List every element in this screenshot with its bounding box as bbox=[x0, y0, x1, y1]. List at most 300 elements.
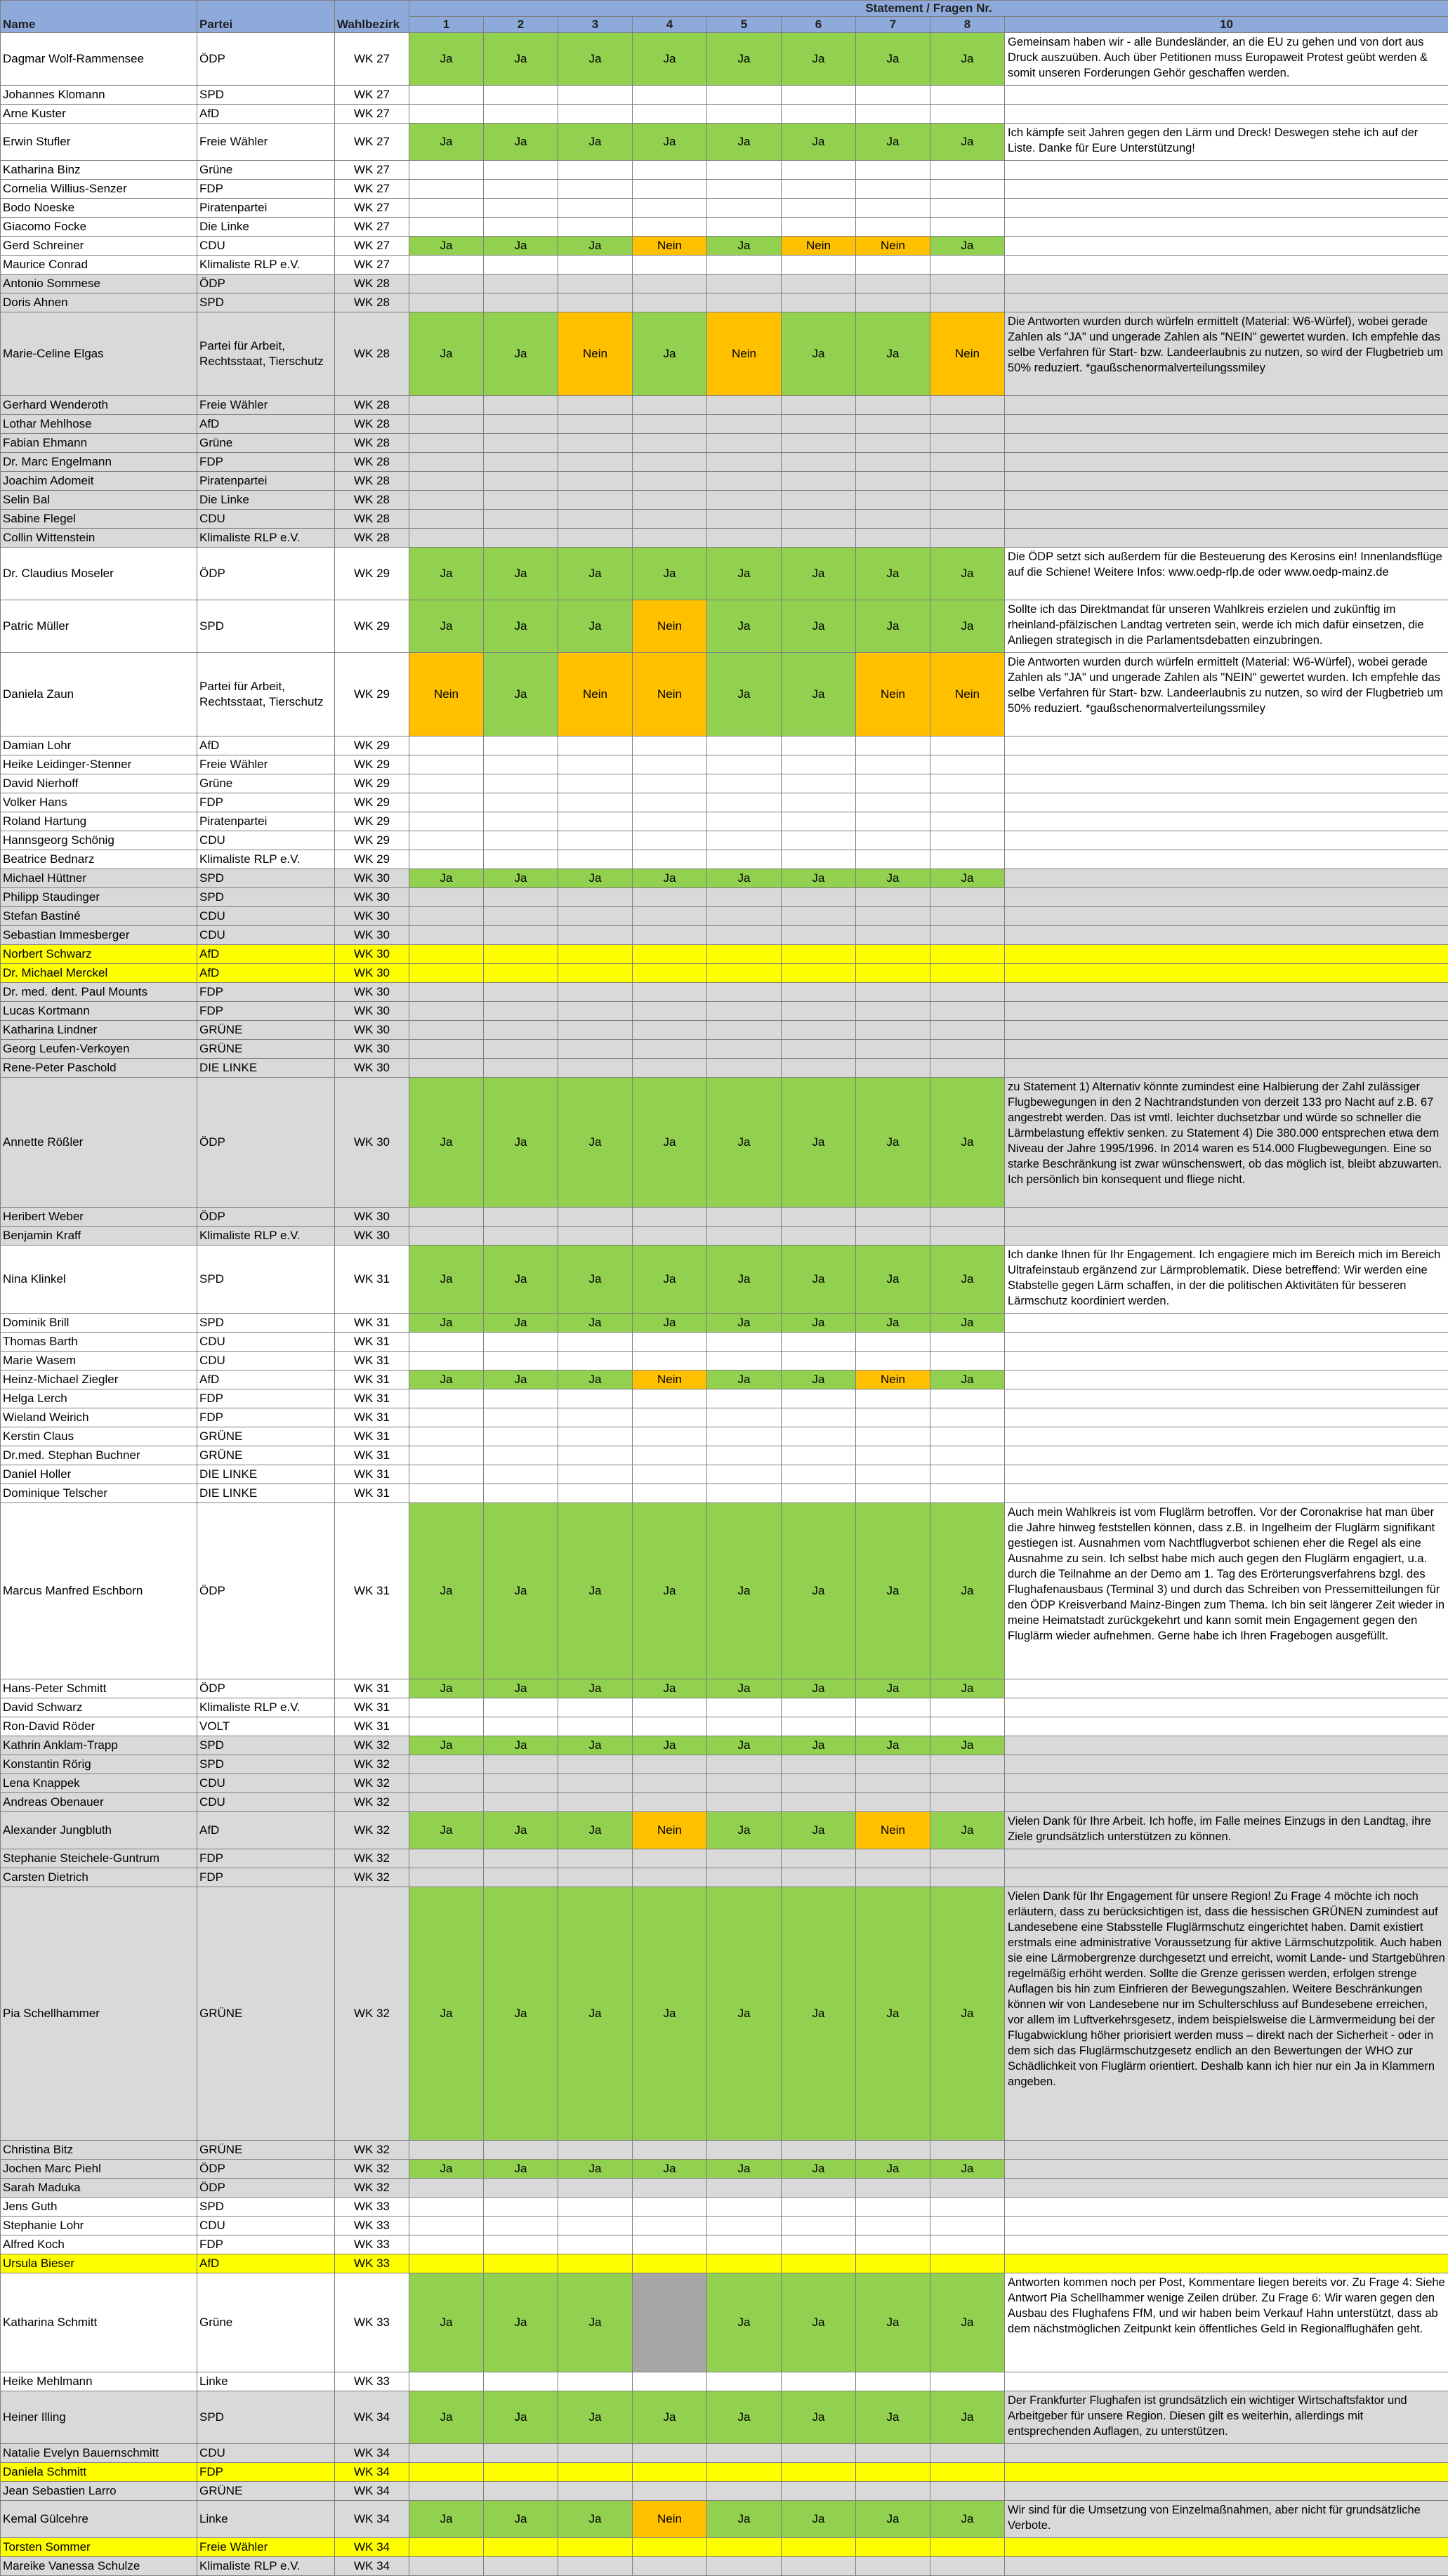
candidate-name: Mareike Vanessa Schulze bbox=[1, 2557, 197, 2576]
answer-q8 bbox=[930, 2198, 1005, 2217]
district: WK 27 bbox=[335, 161, 409, 180]
district: WK 32 bbox=[335, 2141, 409, 2160]
answer-q4 bbox=[633, 1774, 707, 1793]
answer-q6 bbox=[782, 2538, 856, 2557]
table-row bbox=[1, 1002, 1448, 1021]
table-row bbox=[1, 1078, 1448, 1208]
party-name: SPD bbox=[197, 293, 335, 312]
answer-q6 bbox=[782, 2482, 856, 2501]
answer-q3 bbox=[558, 105, 633, 124]
answer-q4: Ja bbox=[633, 2391, 707, 2444]
comment: zu Statement 1) Alternativ könnte zumindest eine Halbierung der Zahl zulässiger Flugbewegungen in den 2 Nachtrandstunden von derzeit 133 pro Nacht auf z.B. 67 angestrebt werden. Das ist vmtl. leichter duchsetzbar und würde so schneller die Lärmbelastung effektiv senken. zu Statement 4) Die 380.000 entsprechen etwa dem Niveau der Jahre 1995/1996. In 2014 waren es 514.000 Flugbewegungen. Eine so starke Beschränkung ist zwar wünschenswert, ob das möglich ist, bleibt abzuwarten. Ich persönlich bin konsequent und fliege nicht. bbox=[1005, 1078, 1448, 1208]
party-name: GRÜNE bbox=[197, 1446, 335, 1465]
district: WK 32 bbox=[335, 1812, 409, 1849]
answer-q5 bbox=[707, 1868, 782, 1887]
party-name: ÖDP bbox=[197, 548, 335, 600]
answer-q8 bbox=[930, 1408, 1005, 1427]
table-row bbox=[1, 831, 1448, 850]
district: WK 31 bbox=[335, 1465, 409, 1484]
answer-q8 bbox=[930, 396, 1005, 415]
answer-q1 bbox=[409, 1465, 484, 1484]
answer-q3 bbox=[558, 491, 633, 510]
comment bbox=[1005, 293, 1448, 312]
answer-q1 bbox=[409, 1484, 484, 1503]
answer-q5: Ja bbox=[707, 869, 782, 888]
answer-q5 bbox=[707, 2141, 782, 2160]
table-row bbox=[1, 755, 1448, 774]
table-row bbox=[1, 869, 1448, 888]
answer-q5 bbox=[707, 1040, 782, 1059]
party-name: CDU bbox=[197, 1793, 335, 1812]
header-q4: 4 bbox=[633, 17, 707, 33]
candidate-name: Dr. med. dent. Paul Mounts bbox=[1, 983, 197, 1002]
answer-q5 bbox=[707, 926, 782, 945]
answer-q5 bbox=[707, 2538, 782, 2557]
answer-q4 bbox=[633, 1446, 707, 1465]
party-name: Grüne bbox=[197, 2273, 335, 2372]
answer-q4 bbox=[633, 86, 707, 105]
answer-q1: Ja bbox=[409, 869, 484, 888]
party-name: SPD bbox=[197, 1736, 335, 1755]
answer-q1: Ja bbox=[409, 1887, 484, 2141]
answer-q6 bbox=[782, 1040, 856, 1059]
answer-q2 bbox=[484, 983, 558, 1002]
table-row bbox=[1, 1040, 1448, 1059]
answer-q7: Ja bbox=[856, 2501, 930, 2538]
answer-q5 bbox=[707, 888, 782, 907]
answer-q1 bbox=[409, 1002, 484, 1021]
answer-q3: Ja bbox=[558, 1078, 633, 1208]
table-row bbox=[1, 653, 1448, 737]
answer-q3 bbox=[558, 1040, 633, 1059]
comment bbox=[1005, 2444, 1448, 2463]
answer-q7 bbox=[856, 105, 930, 124]
answer-q3: Ja bbox=[558, 548, 633, 600]
district: WK 27 bbox=[335, 218, 409, 237]
answer-q4: Nein bbox=[633, 1812, 707, 1849]
party-name: FDP bbox=[197, 1408, 335, 1427]
answer-q1 bbox=[409, 1040, 484, 1059]
answer-q1 bbox=[409, 2557, 484, 2576]
party-name: CDU bbox=[197, 831, 335, 850]
answer-q7 bbox=[856, 1446, 930, 1465]
table-row bbox=[1, 510, 1448, 529]
comment bbox=[1005, 1021, 1448, 1040]
answer-q2 bbox=[484, 180, 558, 199]
party-name: Klimaliste RLP e.V. bbox=[197, 850, 335, 869]
answer-q5 bbox=[707, 1389, 782, 1408]
answer-q2: Ja bbox=[484, 653, 558, 737]
answer-q4 bbox=[633, 1793, 707, 1812]
answer-q5: Ja bbox=[707, 1812, 782, 1849]
comment bbox=[1005, 1849, 1448, 1868]
answer-q1: Ja bbox=[409, 2501, 484, 2538]
answer-q3 bbox=[558, 2141, 633, 2160]
answer-q5 bbox=[707, 1059, 782, 1078]
comment bbox=[1005, 1484, 1448, 1503]
district: WK 33 bbox=[335, 2235, 409, 2254]
answer-q5 bbox=[707, 434, 782, 453]
candidate-name: Nina Klinkel bbox=[1, 1246, 197, 1314]
answer-q3 bbox=[558, 1446, 633, 1465]
header-question-group: Statement / Fragen Nr. bbox=[409, 1, 1448, 17]
answer-q7 bbox=[856, 888, 930, 907]
comment bbox=[1005, 199, 1448, 218]
answer-q4 bbox=[633, 2557, 707, 2576]
comment bbox=[1005, 218, 1448, 237]
answer-q7 bbox=[856, 491, 930, 510]
answer-q3 bbox=[558, 1465, 633, 1484]
table-row bbox=[1, 199, 1448, 218]
district: WK 34 bbox=[335, 2557, 409, 2576]
comment bbox=[1005, 1427, 1448, 1446]
answer-q2 bbox=[484, 199, 558, 218]
answer-q3: Nein bbox=[558, 312, 633, 396]
district: WK 27 bbox=[335, 33, 409, 86]
district: WK 34 bbox=[335, 2391, 409, 2444]
answer-q8: Ja bbox=[930, 869, 1005, 888]
answer-q4: Nein bbox=[633, 2501, 707, 2538]
table-row bbox=[1, 161, 1448, 180]
party-name: CDU bbox=[197, 510, 335, 529]
table-row bbox=[1, 1868, 1448, 1887]
answer-q1 bbox=[409, 1021, 484, 1040]
answer-q4 bbox=[633, 1465, 707, 1484]
answer-q8 bbox=[930, 1389, 1005, 1408]
answer-q5 bbox=[707, 1465, 782, 1484]
answer-q2 bbox=[484, 161, 558, 180]
answer-q7 bbox=[856, 510, 930, 529]
answer-q2 bbox=[484, 812, 558, 831]
district: WK 27 bbox=[335, 199, 409, 218]
answer-q6 bbox=[782, 926, 856, 945]
candidate-name: Heinz-Michael Ziegler bbox=[1, 1370, 197, 1389]
table-row bbox=[1, 1484, 1448, 1503]
district: WK 29 bbox=[335, 653, 409, 737]
candidate-name: Fabian Ehmann bbox=[1, 434, 197, 453]
answer-q7 bbox=[856, 2217, 930, 2235]
table-row bbox=[1, 2557, 1448, 2576]
answer-q5 bbox=[707, 1227, 782, 1246]
answer-q6 bbox=[782, 1408, 856, 1427]
district: WK 31 bbox=[335, 1333, 409, 1352]
district: WK 30 bbox=[335, 1059, 409, 1078]
answer-q4: Ja bbox=[633, 548, 707, 600]
answer-q1 bbox=[409, 1849, 484, 1868]
comment bbox=[1005, 1040, 1448, 1059]
answer-q3: Ja bbox=[558, 1503, 633, 1679]
table-row bbox=[1, 737, 1448, 755]
party-name: SPD bbox=[197, 2391, 335, 2444]
answer-q8 bbox=[930, 1849, 1005, 1868]
answer-q7 bbox=[856, 1389, 930, 1408]
table-row bbox=[1, 293, 1448, 312]
answer-q1 bbox=[409, 964, 484, 983]
candidate-name: Daniel Holler bbox=[1, 1465, 197, 1484]
answer-q8 bbox=[930, 199, 1005, 218]
answer-q2 bbox=[484, 1333, 558, 1352]
candidate-name: Konstantin Rörig bbox=[1, 1755, 197, 1774]
answer-q8 bbox=[930, 1755, 1005, 1774]
district: WK 28 bbox=[335, 491, 409, 510]
answer-q5 bbox=[707, 2463, 782, 2482]
district: WK 30 bbox=[335, 983, 409, 1002]
comment bbox=[1005, 105, 1448, 124]
party-name: Klimaliste RLP e.V. bbox=[197, 1227, 335, 1246]
answer-q6 bbox=[782, 1059, 856, 1078]
district: WK 29 bbox=[335, 600, 409, 653]
party-name: Klimaliste RLP e.V. bbox=[197, 256, 335, 275]
answer-q2 bbox=[484, 907, 558, 926]
table-row bbox=[1, 2501, 1448, 2538]
answer-q4: Ja bbox=[633, 1078, 707, 1208]
answer-q4: Ja bbox=[633, 124, 707, 161]
answer-q1 bbox=[409, 180, 484, 199]
answer-q1 bbox=[409, 2179, 484, 2198]
answer-q2 bbox=[484, 491, 558, 510]
answer-q5: Ja bbox=[707, 1078, 782, 1208]
answer-q6: Ja bbox=[782, 600, 856, 653]
comment bbox=[1005, 1227, 1448, 1246]
district: WK 28 bbox=[335, 275, 409, 293]
candidate-name: Dr.med. Stephan Buchner bbox=[1, 1446, 197, 1465]
candidate-name: Daniela Zaun bbox=[1, 653, 197, 737]
header-q3: 3 bbox=[558, 17, 633, 33]
answer-q1: Ja bbox=[409, 1736, 484, 1755]
district: WK 31 bbox=[335, 1717, 409, 1736]
answer-q5 bbox=[707, 1352, 782, 1370]
answer-q6 bbox=[782, 945, 856, 964]
answer-q2: Ja bbox=[484, 1812, 558, 1849]
district: WK 28 bbox=[335, 453, 409, 472]
party-name: Grüne bbox=[197, 774, 335, 793]
answer-q5 bbox=[707, 1484, 782, 1503]
answer-q2 bbox=[484, 105, 558, 124]
answer-q8 bbox=[930, 491, 1005, 510]
table-row bbox=[1, 2254, 1448, 2273]
answer-q2 bbox=[484, 1002, 558, 1021]
candidate-name: Lothar Mehlhose bbox=[1, 415, 197, 434]
district: WK 32 bbox=[335, 1887, 409, 2141]
party-name: FDP bbox=[197, 453, 335, 472]
answer-q7 bbox=[856, 1465, 930, 1484]
answer-q7 bbox=[856, 1002, 930, 1021]
district: WK 30 bbox=[335, 907, 409, 926]
answer-q5 bbox=[707, 199, 782, 218]
table-row bbox=[1, 2235, 1448, 2254]
answer-q2: Ja bbox=[484, 2501, 558, 2538]
answer-q4: Nein bbox=[633, 1370, 707, 1389]
answer-q5 bbox=[707, 180, 782, 199]
answer-q2 bbox=[484, 472, 558, 491]
candidate-name: Jean Sebastien Larro bbox=[1, 2482, 197, 2501]
answer-q8 bbox=[930, 1002, 1005, 1021]
candidate-name: Beatrice Bednarz bbox=[1, 850, 197, 869]
answer-q2 bbox=[484, 2482, 558, 2501]
answer-q7 bbox=[856, 1227, 930, 1246]
comment: Sollte ich das Direktmandat für unseren Wahlkreis erzielen und zukünftig im rheinland-pfälzischen Landtag vertreten sein, werde ich mich dafür einsetzen, die Anliegen strategisch in die Parlamentsdebatten einzubringen. bbox=[1005, 600, 1448, 653]
answer-q1 bbox=[409, 2463, 484, 2482]
comment bbox=[1005, 964, 1448, 983]
candidate-name: Doris Ahnen bbox=[1, 293, 197, 312]
district: WK 31 bbox=[335, 1370, 409, 1389]
comment bbox=[1005, 1755, 1448, 1774]
party-name: ÖDP bbox=[197, 1679, 335, 1698]
candidate-name: Selin Bal bbox=[1, 491, 197, 510]
district: WK 29 bbox=[335, 737, 409, 755]
party-name: Grüne bbox=[197, 161, 335, 180]
party-name: ÖDP bbox=[197, 1503, 335, 1679]
answer-q1 bbox=[409, 2482, 484, 2501]
candidate-name: Hans-Peter Schmitt bbox=[1, 1679, 197, 1698]
comment bbox=[1005, 831, 1448, 850]
table-row bbox=[1, 256, 1448, 275]
answer-q5 bbox=[707, 2372, 782, 2391]
table-row bbox=[1, 2160, 1448, 2179]
answer-q5 bbox=[707, 831, 782, 850]
table-row bbox=[1, 1446, 1448, 1465]
answer-q2 bbox=[484, 2179, 558, 2198]
answer-q3 bbox=[558, 983, 633, 1002]
answer-q8: Ja bbox=[930, 33, 1005, 86]
answer-q3 bbox=[558, 1793, 633, 1812]
answer-q1: Ja bbox=[409, 237, 484, 256]
answer-q2 bbox=[484, 510, 558, 529]
table-row bbox=[1, 888, 1448, 907]
answer-q8: Ja bbox=[930, 1314, 1005, 1333]
answer-q8 bbox=[930, 1465, 1005, 1484]
answer-q8 bbox=[930, 888, 1005, 907]
comment bbox=[1005, 1059, 1448, 1078]
answer-q1 bbox=[409, 1793, 484, 1812]
answer-q2 bbox=[484, 1793, 558, 1812]
answer-q8 bbox=[930, 1333, 1005, 1352]
answer-q7: Nein bbox=[856, 237, 930, 256]
comment bbox=[1005, 1793, 1448, 1812]
table-row bbox=[1, 312, 1448, 396]
answer-q7 bbox=[856, 1698, 930, 1717]
party-name: GRÜNE bbox=[197, 2141, 335, 2160]
answer-q7 bbox=[856, 86, 930, 105]
answer-q3 bbox=[558, 199, 633, 218]
answer-q2 bbox=[484, 1868, 558, 1887]
answer-q2 bbox=[484, 1059, 558, 1078]
answer-q7 bbox=[856, 793, 930, 812]
answer-q8 bbox=[930, 1484, 1005, 1503]
table-row bbox=[1, 600, 1448, 653]
answer-q4 bbox=[633, 850, 707, 869]
answer-q3 bbox=[558, 415, 633, 434]
district: WK 27 bbox=[335, 256, 409, 275]
district: WK 31 bbox=[335, 1698, 409, 1717]
answer-q8 bbox=[930, 1717, 1005, 1736]
answer-q4 bbox=[633, 1755, 707, 1774]
party-name: FDP bbox=[197, 2463, 335, 2482]
answer-q2 bbox=[484, 2557, 558, 2576]
answer-q5: Ja bbox=[707, 1736, 782, 1755]
answer-q7 bbox=[856, 1849, 930, 1868]
answer-q5 bbox=[707, 737, 782, 755]
answer-q3 bbox=[558, 510, 633, 529]
answer-q8 bbox=[930, 2235, 1005, 2254]
answer-q4 bbox=[633, 945, 707, 964]
answer-q7: Ja bbox=[856, 312, 930, 396]
party-name: AfD bbox=[197, 2254, 335, 2273]
party-name: AfD bbox=[197, 964, 335, 983]
comment: Ich danke Ihnen für Ihr Engagement. Ich engagiere mich im Bereich mich im Bereich Ultrafeinstaub ergänzend zur Lärmproblematik. Diese betreffend: Wir werden eine Stabstelle gegen Lärm schaffen, in der die politischen Aktivitäten für besseren Lärmschutz koordiniert werden. bbox=[1005, 1246, 1448, 1314]
answer-q6 bbox=[782, 510, 856, 529]
answer-q8 bbox=[930, 161, 1005, 180]
party-name: AfD bbox=[197, 945, 335, 964]
district: WK 29 bbox=[335, 774, 409, 793]
answer-q4 bbox=[633, 2254, 707, 2273]
comment bbox=[1005, 510, 1448, 529]
answer-q5 bbox=[707, 793, 782, 812]
answer-q3: Ja bbox=[558, 1314, 633, 1333]
answer-q1 bbox=[409, 529, 484, 548]
answer-q2 bbox=[484, 1021, 558, 1040]
answer-q4 bbox=[633, 831, 707, 850]
answer-q2 bbox=[484, 1717, 558, 1736]
table-row bbox=[1, 1755, 1448, 1774]
answer-q5 bbox=[707, 2444, 782, 2463]
answer-q8 bbox=[930, 964, 1005, 983]
answer-q7 bbox=[856, 850, 930, 869]
party-name: Klimaliste RLP e.V. bbox=[197, 529, 335, 548]
comment: Auch mein Wahlkreis ist vom Fluglärm betroffen. Vor der Coronakrise hat man über die Jahre hinweg feststellen können, dass z.B. in Ingelheim der Fluglärm signifikant gestiegen ist. Ausnahmen vom Nachtflugverbot schienen eher die Regel als eine Ausnahme zu sein. Ich selbst habe mich auch gegen den Fluglärm engagiert, u.a. durch die Teilnahme an der Demo am 1. Tag des Erörterungsverfahrens bzgl. des Flughafenausbaus (Terminal 3) und durch das Schreiben von Pressemitteilungen für den ÖDP Kreisverband Mainz-Bingen zum Thema. Ich bin seit längerer Zeit wieder in meine Heimatstadt zurückgekehrt und kann somit mein Engagement gegen den Fluglärm wieder aufnehmen. Gerne habe ich Ihren Fragebogen ausgefüllt. bbox=[1005, 1503, 1448, 1679]
answer-q4 bbox=[633, 964, 707, 983]
comment bbox=[1005, 453, 1448, 472]
answer-q6 bbox=[782, 1002, 856, 1021]
answer-q5 bbox=[707, 1849, 782, 1868]
answer-q7 bbox=[856, 275, 930, 293]
answer-q3 bbox=[558, 1389, 633, 1408]
answer-q1 bbox=[409, 1408, 484, 1427]
answer-q7 bbox=[856, 774, 930, 793]
candidate-name: Annette Rößler bbox=[1, 1078, 197, 1208]
answer-q7: Ja bbox=[856, 1736, 930, 1755]
comment: Wir sind für die Umsetzung von Einzelmaßnahmen, aber nicht für grundsätzliche Verbote. bbox=[1005, 2501, 1448, 2538]
comment bbox=[1005, 1698, 1448, 1717]
answer-q4: Nein bbox=[633, 237, 707, 256]
answer-q7 bbox=[856, 1208, 930, 1227]
table-row bbox=[1, 2444, 1448, 2463]
answer-q3: Ja bbox=[558, 237, 633, 256]
answer-q3: Ja bbox=[558, 600, 633, 653]
answer-q1 bbox=[409, 86, 484, 105]
answer-q8 bbox=[930, 1352, 1005, 1370]
table-row bbox=[1, 33, 1448, 86]
answer-q2 bbox=[484, 86, 558, 105]
answer-q3 bbox=[558, 453, 633, 472]
answer-q7: Nein bbox=[856, 1812, 930, 1849]
answer-q4: Ja bbox=[633, 1246, 707, 1314]
answer-q4 bbox=[633, 1352, 707, 1370]
answer-q7 bbox=[856, 1774, 930, 1793]
district: WK 28 bbox=[335, 396, 409, 415]
party-name: ÖDP bbox=[197, 2179, 335, 2198]
answer-q3: Ja bbox=[558, 1370, 633, 1389]
answer-q3 bbox=[558, 1408, 633, 1427]
district: WK 30 bbox=[335, 1078, 409, 1208]
answer-q5: Ja bbox=[707, 2273, 782, 2372]
answer-q8 bbox=[930, 472, 1005, 491]
answer-q8 bbox=[930, 1427, 1005, 1446]
answer-q7 bbox=[856, 1717, 930, 1736]
answer-q4 bbox=[633, 453, 707, 472]
header-party: Partei bbox=[197, 1, 335, 33]
comment bbox=[1005, 2198, 1448, 2217]
